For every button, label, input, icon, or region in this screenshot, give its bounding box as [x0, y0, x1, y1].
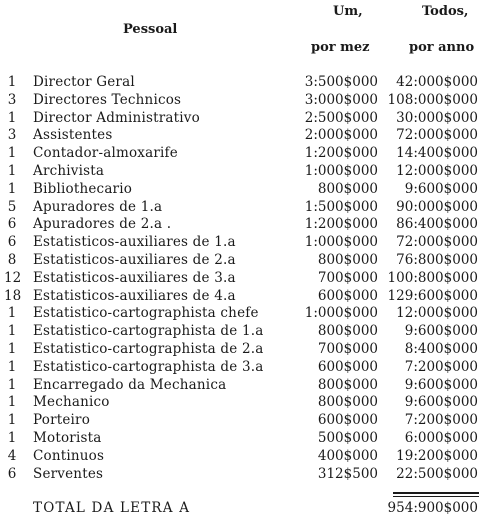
row-quantity: 1 [7, 394, 17, 411]
row-annual-total: 9:600$000 [404, 323, 478, 340]
total-value: 954:900$000 [387, 500, 478, 516]
row-monthly-salary: 2:500$000 [304, 109, 378, 126]
table-row [0, 145, 480, 163]
row-quantity: 1 [7, 323, 17, 340]
row-monthly-salary: 1:000$000 [304, 162, 378, 179]
row-position: Contador-almoxarife [33, 145, 178, 162]
row-position: Apuradores de 2.a . [33, 216, 172, 233]
table-row [0, 127, 480, 145]
row-position: Motorista [33, 429, 102, 446]
row-position: Assistentes [33, 127, 113, 144]
row-annual-total: 9:600$000 [404, 180, 478, 197]
row-annual-total: 7:200$000 [404, 412, 478, 429]
row-annual-total: 72:000$000 [396, 127, 478, 144]
row-monthly-salary: 600$000 [317, 287, 378, 304]
row-position: Encarregado da Mechanica [33, 376, 227, 393]
row-monthly-salary: 600$000 [317, 358, 378, 375]
row-quantity: 4 [7, 447, 17, 464]
row-position: Estatistico-cartographista de 1.a [33, 323, 264, 340]
row-quantity: 1 [7, 358, 17, 375]
row-annual-total: 19:200$000 [396, 447, 478, 464]
table-row [0, 323, 480, 341]
row-quantity: 1 [7, 145, 17, 162]
table-row [0, 74, 480, 92]
row-position: Estatistico-cartographista de 3.a [33, 358, 264, 375]
row-quantity: 18 [4, 287, 22, 304]
total-rule [393, 492, 479, 494]
table-row [0, 448, 480, 466]
row-position: Directores Technicos [33, 91, 182, 108]
row-annual-total: 42:000$000 [396, 74, 478, 90]
row-quantity: 1 [7, 162, 17, 179]
table-row [0, 270, 480, 288]
header-pessoal: Pessoal [123, 22, 178, 37]
row-quantity: 1 [7, 74, 17, 90]
row-monthly-salary: 1:200$000 [304, 145, 378, 162]
row-quantity: 1 [7, 429, 17, 446]
row-position: Director Administrativo [33, 109, 200, 126]
total-rule-thin [393, 496, 479, 497]
row-position: Mechanico [33, 394, 110, 411]
table-row [0, 199, 480, 217]
table-row [0, 305, 480, 323]
row-annual-total: 100:800$000 [387, 269, 478, 286]
row-monthly-salary: 800$000 [317, 394, 378, 411]
row-quantity: 3 [7, 91, 17, 108]
row-position: Continuos [33, 447, 105, 464]
table-row [0, 359, 480, 377]
row-annual-total: 12:000$000 [396, 305, 478, 322]
row-quantity: 5 [7, 198, 17, 215]
row-position: Serventes [33, 465, 104, 482]
row-monthly-salary: 1:500$000 [304, 198, 378, 215]
row-monthly-salary: 800$000 [317, 251, 378, 268]
table-row [0, 92, 480, 110]
row-annual-total: 8:400$000 [404, 340, 478, 357]
row-annual-total: 90:000$000 [396, 198, 478, 215]
row-monthly-salary: 800$000 [317, 180, 378, 197]
header-por-anno: por anno [409, 40, 475, 55]
table-row [0, 377, 480, 395]
row-position: Estatisticos-auxiliares de 1.a [33, 234, 236, 251]
table-row [0, 412, 480, 430]
row-monthly-salary: 800$000 [317, 323, 378, 340]
header-todos: Todos, [422, 4, 469, 19]
table-row [0, 466, 480, 484]
row-position: Estatistico-cartographista de 2.a [33, 340, 264, 357]
row-position: Porteiro [33, 412, 91, 429]
row-position: Estatistico-cartographista chefe [33, 305, 259, 322]
personnel-table [0, 74, 480, 483]
row-monthly-salary: 700$000 [317, 269, 378, 286]
row-quantity: 1 [7, 109, 17, 126]
row-annual-total: 9:600$000 [404, 376, 478, 393]
row-quantity: 6 [7, 465, 17, 482]
row-quantity: 1 [7, 305, 17, 322]
row-monthly-salary: 1:000$000 [304, 305, 378, 322]
table-row [0, 216, 480, 234]
row-position: Estatisticos-auxiliares de 3.a [33, 269, 236, 286]
row-quantity: 3 [7, 127, 17, 144]
header-um: Um, [333, 4, 363, 19]
row-annual-total: 30:000$000 [396, 109, 478, 126]
row-quantity: 12 [4, 269, 22, 286]
row-monthly-salary: 3:500$000 [304, 74, 378, 90]
table-row [0, 430, 480, 448]
table-row [0, 341, 480, 359]
row-position: Estatisticos-auxiliares de 4.a [33, 287, 236, 304]
row-quantity: 8 [7, 251, 17, 268]
row-annual-total: 12:000$000 [396, 162, 478, 179]
table-row [0, 110, 480, 128]
row-monthly-salary: 400$000 [317, 447, 378, 464]
row-annual-total: 76:800$000 [396, 251, 478, 268]
row-quantity: 1 [7, 376, 17, 393]
row-position: Apuradores de 1.a [33, 198, 163, 215]
row-monthly-salary: 2:000$000 [304, 127, 378, 144]
row-quantity: 1 [7, 180, 17, 197]
row-position: Archivista [33, 162, 105, 179]
table-row [0, 252, 480, 270]
table-row [0, 181, 480, 199]
row-annual-total: 9:600$000 [404, 394, 478, 411]
row-monthly-salary: 3:000$000 [304, 91, 378, 108]
table-row [0, 163, 480, 181]
row-annual-total: 6:000$000 [404, 429, 478, 446]
row-position: Estatisticos-auxiliares de 2.a [33, 251, 236, 268]
row-annual-total: 108:000$000 [387, 91, 478, 108]
row-annual-total: 14:400$000 [396, 145, 478, 162]
row-monthly-salary: 600$000 [317, 412, 378, 429]
total-label: TOTAL DA LETRA A [33, 500, 191, 516]
row-monthly-salary: 312$500 [317, 465, 378, 482]
row-monthly-salary: 500$000 [317, 429, 378, 446]
row-quantity: 1 [7, 340, 17, 357]
table-row [0, 234, 480, 252]
row-position: Bibliothecario [33, 180, 133, 197]
row-monthly-salary: 700$000 [317, 340, 378, 357]
row-quantity: 6 [7, 216, 17, 233]
row-quantity: 1 [7, 412, 17, 429]
header-por-mez: por mez [311, 40, 370, 55]
row-position: Director Geral [33, 74, 135, 90]
row-monthly-salary: 800$000 [317, 376, 378, 393]
row-monthly-salary: 1:000$000 [304, 234, 378, 251]
row-annual-total: 22:500$000 [396, 465, 478, 482]
row-annual-total: 7:200$000 [404, 358, 478, 375]
row-annual-total: 72:000$000 [396, 234, 478, 251]
row-annual-total: 129:600$000 [387, 287, 478, 304]
row-monthly-salary: 1:200$000 [304, 216, 378, 233]
row-annual-total: 86:400$000 [396, 216, 478, 233]
row-quantity: 6 [7, 234, 17, 251]
table-row [0, 394, 480, 412]
table-row [0, 288, 480, 306]
